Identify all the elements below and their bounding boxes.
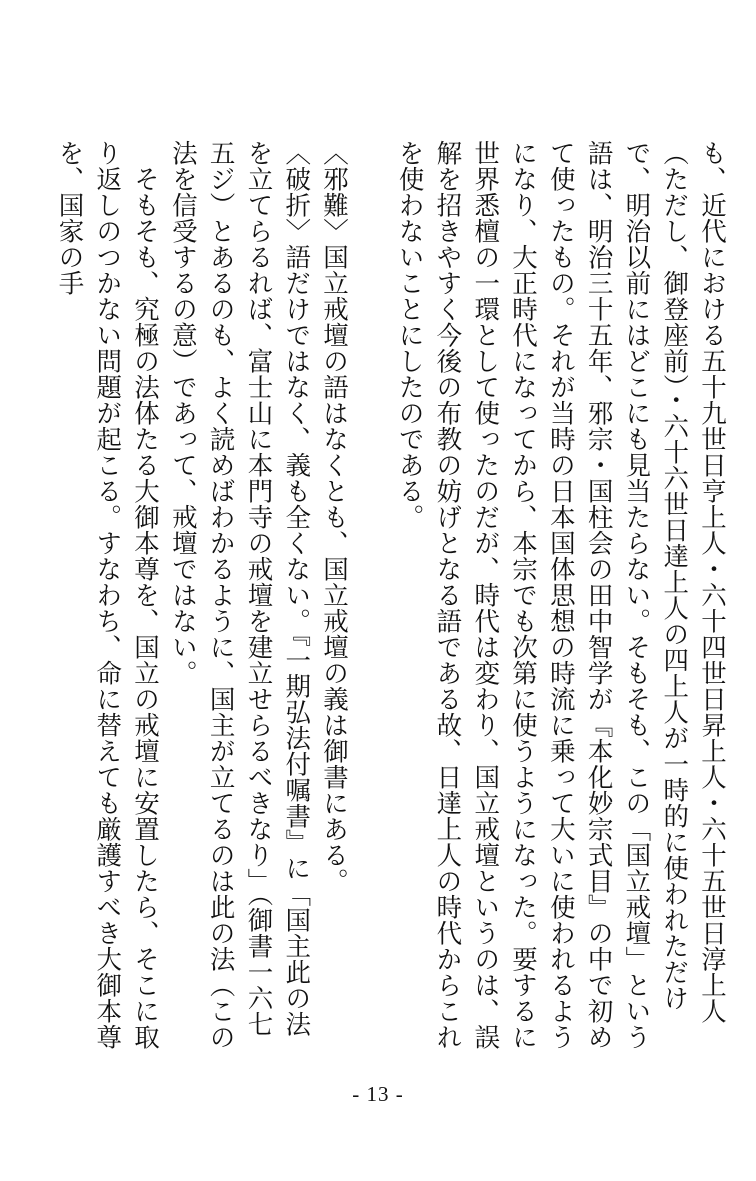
- page-number: - 13 -: [352, 1082, 404, 1106]
- paragraph-2: 〈邪難〉国立戒壇の語はなくとも、国立戒壇の義は御書にある。: [319, 140, 350, 894]
- paragraph-3: 〈破折〉語だけではなく、義も全くない。『一期弘法付嘱書』に「国主此の法を立てらるれば、富士山に本門寺の戒壇を建立せらるべきなり」（御書一六七五ジ）とあるのも、よく読めばわかるように、国主が立てるのは此の法（この法を信受するの意）であって、戒壇ではない。: [167, 140, 312, 1050]
- paragraph-gap: [352, 140, 390, 1055]
- vertical-body-text: [50, 140, 730, 1055]
- paragraph-1: も、近代における五十九世日亨上人・六十四世日昇上人・六十五世日淳上人（ただし、御登座前）・六十六世日達上人の四上人が一時的に使われただけで、明治以前にはどこにも見当たらない。そもそも、この「国立戒壇」という語は、明治三十五年、邪宗・国柱会の田中智学が『本化妙宗式目』の中で初めて使ったもの。それが当時の日本国体思想の時流に乗って大いに使われるようになり、大正時代になってから、本宗でも次第に使うようになった。要するに世界悉檀の一環として使ったのだが、時代は変わり、国立戒壇というのは、誤解を招きやすく今後の布教の妨げとなる語である故、日達上人の時代からこれを使わないことにしたのである。: [394, 140, 727, 1050]
- paragraph-4: そもそも、究極の法体たる大御本尊を、国立の戒壇に安置したら、そこに取り返しのつかない問題が起こる。すなわち、命に替えても厳護すべき大御本尊を、国家の手: [54, 140, 161, 1050]
